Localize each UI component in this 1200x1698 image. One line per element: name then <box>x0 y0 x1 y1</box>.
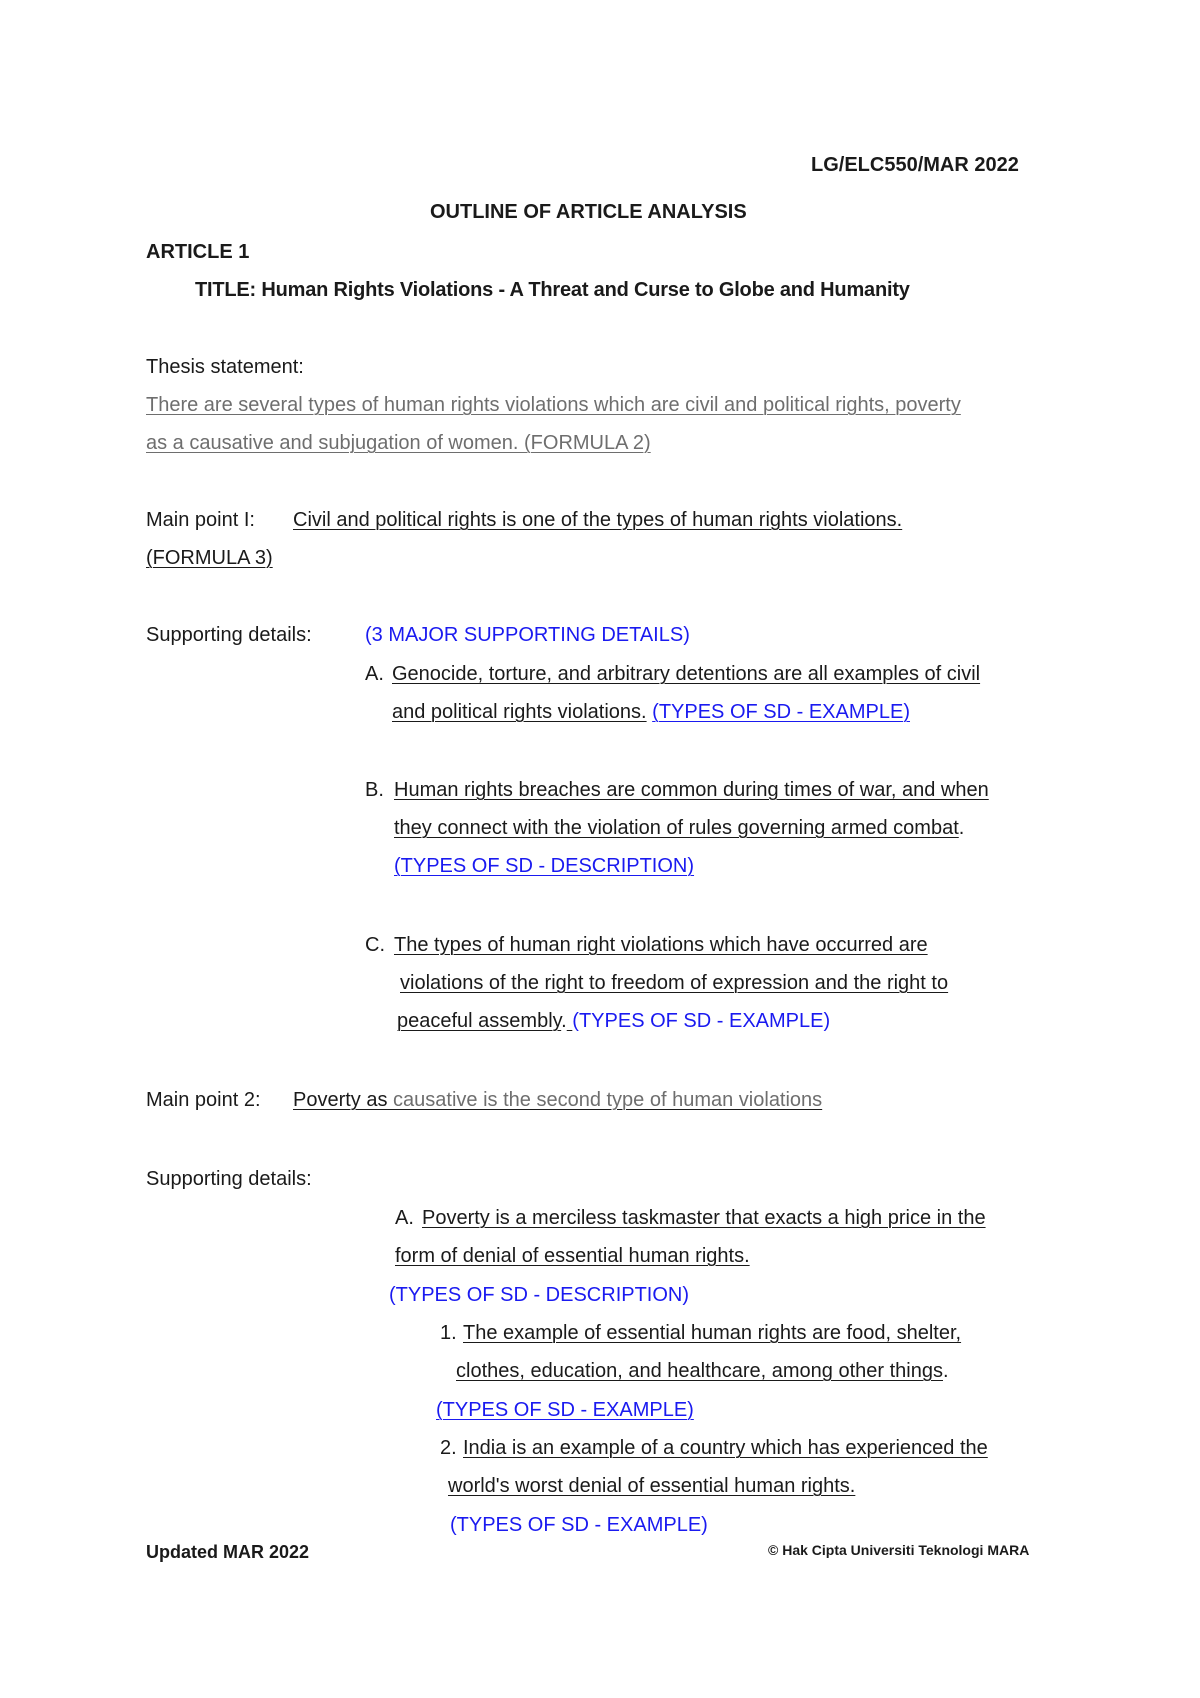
sd2-sub-1-tag: (TYPES OF SD - EXAMPLE) <box>436 1399 694 1421</box>
sd2-sub-2-line-1: India is an example of a country which has experienced the <box>463 1437 988 1459</box>
sd2-sub-1-line-2-row <box>456 1359 949 1383</box>
footer-updated: Updated MAR 2022 <box>146 1542 310 1562</box>
sd-c-line-2: violations of the right to freedom of expression and the right to <box>400 972 949 994</box>
article-label: ARTICLE 1 <box>146 241 250 263</box>
sd-a-letter: A. <box>365 663 384 685</box>
sd2-sub-2-tag: (TYPES OF SD - EXAMPLE) <box>450 1514 708 1536</box>
supporting-details-2-label: Supporting details: <box>146 1168 312 1190</box>
sd2-sub-2-num: 2. <box>440 1437 457 1459</box>
supporting-details-note: (3 MAJOR SUPPORTING DETAILS) <box>365 624 690 646</box>
article-title: TITLE: Human Rights Violations - A Threat and Curse to Globe and Humanity <box>195 279 910 301</box>
sd-a-tag: (TYPES OF SD - EXAMPLE) <box>652 701 910 723</box>
sd2-sub-1-line-1: The example of essential human rights are food, shelter, <box>463 1322 962 1344</box>
sd-a-line-1: Genocide, torture, and arbitrary detentions are all examples of civil <box>392 663 981 685</box>
sd-b-line-2-end: . <box>958 817 965 839</box>
sd2-sub-1-line-2: clothes, education, and healthcare, among other things <box>456 1360 943 1382</box>
sd-b-letter: B. <box>365 779 384 801</box>
document-heading: OUTLINE OF ARTICLE ANALYSIS <box>430 201 747 223</box>
main-point-2-part-2: causative is the second type of human violations <box>387 1089 823 1111</box>
sd-c-line-3-row <box>397 1009 830 1033</box>
sd-c-line-3-end: . <box>561 1010 567 1032</box>
main-point-2-text <box>293 1088 822 1112</box>
document-code: LG/ELC550/MAR 2022 <box>811 154 1019 176</box>
thesis-line-1: There are several types of human rights violations which are civil and political rights, poverty <box>146 394 961 416</box>
main-point-1-line-2: (FORMULA 3) <box>146 547 273 569</box>
thesis-line-2: as a causative and subjugation of women. (FORMULA 2) <box>146 432 651 454</box>
sd-a-line-2-row <box>392 700 910 724</box>
sd-c-letter: C. <box>365 934 385 956</box>
sd-b-tag: (TYPES OF SD - DESCRIPTION) <box>394 855 695 877</box>
sd2-a-tag: (TYPES OF SD - DESCRIPTION) <box>389 1284 690 1306</box>
sd2-a-letter: A. <box>395 1207 414 1229</box>
supporting-details-1-label: Supporting details: <box>146 624 312 646</box>
sd-c-line-1: The types of human right violations which have occurred are <box>394 934 928 956</box>
sd-b-line-1: Human rights breaches are common during times of war, and when <box>394 779 989 801</box>
sd2-sub-2-line-2: world's worst denial of essential human rights. <box>448 1475 856 1497</box>
sd-b-line-2-row <box>394 816 964 840</box>
main-point-2-label: Main point 2: <box>146 1089 261 1111</box>
sd2-a-line-2: form of denial of essential human rights. <box>395 1245 750 1267</box>
main-point-1-line-1: Civil and political rights is one of the types of human rights violations. <box>293 509 903 531</box>
sd-a-line-2: and political rights violations. <box>392 701 647 723</box>
sd-b-line-2: they connect with the violation of rules governing armed combat <box>394 817 959 839</box>
thesis-label: Thesis statement: <box>146 356 304 378</box>
sd-c-line-3: peaceful assembly <box>397 1010 562 1032</box>
sd-c-tag: (TYPES OF SD - EXAMPLE) <box>572 1010 831 1032</box>
sd2-sub-1-num: 1. <box>440 1322 457 1344</box>
sd2-a-line-1: Poverty is a merciless taskmaster that exacts a high price in the <box>422 1207 986 1229</box>
main-point-1-label: Main point I: <box>146 509 255 531</box>
footer-copyright: © Hak Cipta Universiti Teknologi MARA <box>768 1542 1030 1558</box>
sd2-sub-1-line-2-end: . <box>943 1360 949 1382</box>
main-point-2-part-1: Poverty as <box>293 1089 388 1111</box>
